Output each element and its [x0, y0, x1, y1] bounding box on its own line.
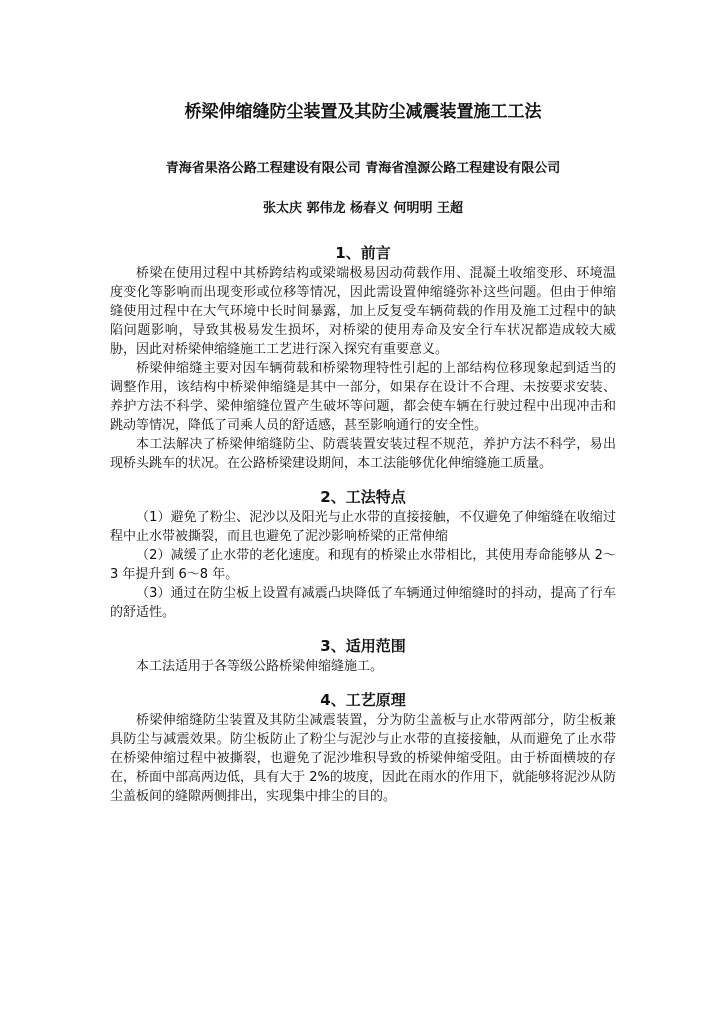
section-foreword: [110, 244, 616, 473]
section-heading: 3、适用范围: [320, 637, 406, 655]
section-principle: [110, 691, 616, 806]
section-scope: [110, 637, 616, 676]
paragraph: （1）避免了粉尘、泥沙以及阳光与止水带的直接接触，不仅避免了伸缩缝在收缩过程中止水带被撕裂，而且也避免了泥沙影响桥梁的正常伸缩: [110, 510, 616, 544]
section-features: [110, 488, 616, 622]
paragraph: 本工法适用于各等级公路桥梁伸缩缝施工。: [136, 659, 384, 674]
section-heading: 1、前言: [335, 244, 391, 262]
document-page: [110, 100, 616, 821]
organizations-line: 青海省果洛公路工程建设有限公司 青海省湟源公路工程建设有限公司: [165, 161, 561, 176]
section-heading: 4、工艺原理: [320, 691, 406, 709]
paragraph: 本工法解决了桥梁伸缩缝防尘、防震装置安装过程不规范，养护方法不科学，易出现桥头跳车的状况。在公路桥梁建设期间，本工法能够优化伸缩缝施工质量。: [110, 437, 616, 471]
paragraph: 桥梁在使用过程中其桥跨结构或梁端极易因动荷载作用、混凝土收缩变形、环境温度变化等影响而出现变形或位移等情况，因此需设置伸缩缝弥补这些问题。但由于伸缩缝使用过程中在大气环境中长时间暴露，加上反复受车辆荷载的作用及施工过程中的缺陷问题影响，导致其极易发生损坏，对桥梁的使用寿命及安全行车状况都造成较大威胁，因此对桥梁伸缩缝施工工艺进行深入探究有重要意义。: [110, 266, 616, 357]
paragraph: （3）通过在防尘板上设置有减震凸块降低了车辆通过伸缩缝时的抖动，提高了行车的舒适性。: [110, 586, 616, 620]
paragraph: （2）减缓了止水带的老化速度。和现有的桥梁止水带相比，其使用寿命能够从 2～3 年提升到 6～8 年。: [110, 548, 616, 582]
paragraph: 桥梁伸缩缝主要对因车辆荷载和桥梁物理特性引起的上部结构位移现象起到适当的调整作用，该结构中桥梁伸缩缝是其中一部分，如果存在设计不合理、未按要求安装、养护方法不科学、梁伸缩缝位置产生破坏等问题，都会使车辆在行驶过程中出现冲击和跳动等情况，降低了司乘人员的舒适感，甚至影响通行的安全性。: [110, 361, 616, 433]
section-heading: 2、工法特点: [320, 488, 406, 506]
authors-line: 张太庆 郭伟龙 杨春义 何明明 王超: [262, 201, 464, 216]
paragraph: 桥梁伸缩缝防尘装置及其防尘减震装置，分为防尘盖板与止水带两部分，防尘板兼具防尘与减震效果。防尘板防止了粉尘与泥沙与止水带的直接接触，从而避免了止水带在桥梁伸缩过程中被撕裂，也避免了泥沙堆积导致的桥梁伸缩受阻。由于桥面横坡的存在，桥面中部高两边低，具有大于 2%的坡度，因此在雨水的作用下，就能够将泥沙从防尘盖板间的缝隙两侧排出，实现集中排尘的目的。: [110, 713, 616, 804]
document-title: 桥梁伸缩缝防尘装置及其防尘减震装置施工工法: [184, 102, 542, 122]
